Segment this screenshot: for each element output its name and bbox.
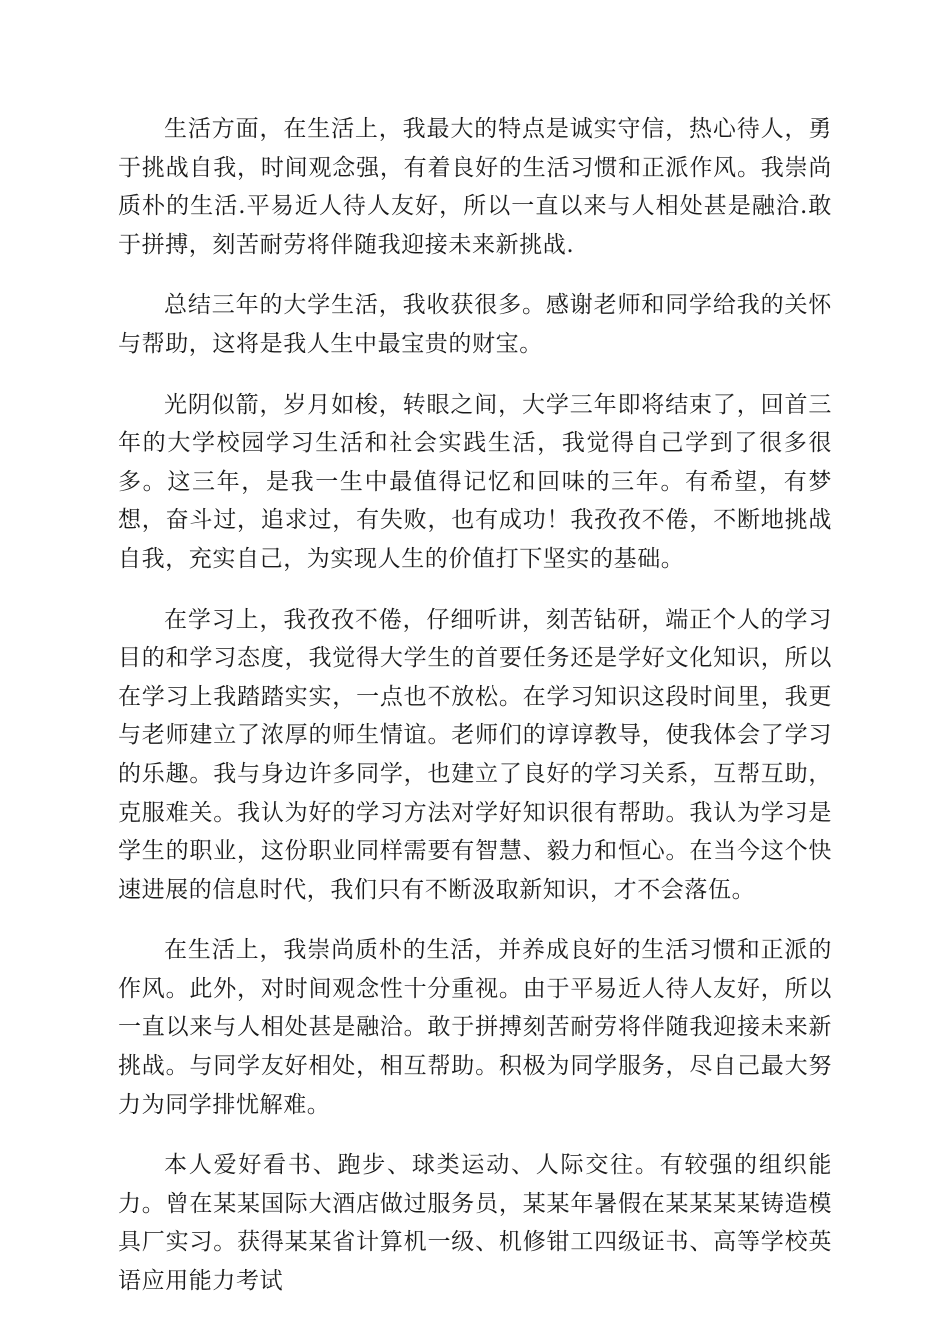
paragraph-life-aspect: 生活方面，在生活上，我最大的特点是诚实守信，热心待人，勇于挑战自我，时间观念强，有着良好的生活习惯和正派作风。我崇尚质朴的生活.平易近人待人友好，所以一直以来与人相处甚是融洽.敢于拼搏，刻苦耐劳将伴随我迎接未来新挑战. bbox=[118, 116, 832, 258]
paragraph-summary: 总结三年的大学生活，我收获很多。感谢老师和同学给我的关怀与帮助，这将是我人生中最宝贵的财宝。 bbox=[118, 292, 832, 357]
document-body bbox=[118, 110, 832, 1323]
paragraph-life: 在生活上，我崇尚质朴的生活，并养成良好的生活习惯和正派的作风。此外，对时间观念性十分重视。由于平易近人待人友好，所以一直以来与人相处甚是融洽。敢于拼搏刻苦耐劳将伴随我迎接未来新挑战。与同学友好相处，相互帮助。积极为同学服务，尽自己最大努力为同学排忧解难。 bbox=[118, 937, 832, 1118]
paragraph-three-years: 光阴似箭，岁月如梭，转眼之间，大学三年即将结束了，回首三年的大学校园学习生活和社会实践生活，我觉得自己学到了很多很多。这三年，是我一生中最值得记忆和回味的三年。有希望，有梦想，奋斗过，追求过，有失败，也有成功！我孜孜不倦，不断地挑战自我，充实自己，为实现人生的价值打下坚实的基础。 bbox=[118, 391, 832, 572]
paragraph-study: 在学习上，我孜孜不倦，仔细听讲，刻苦钻研，端正个人的学习目的和学习态度，我觉得大学生的首要任务还是学好文化知识，所以在学习上我踏踏实实，一点也不放松。在学习知识这段时间里，我更与老师建立了浓厚的师生情谊。老师们的谆谆教导，使我体会了学习的乐趣。我与身边许多同学，也建立了良好的学习关系，互帮互助，克服难关。我认为好的学习方法对学好知识很有帮助。我认为学习是学生的职业，这份职业同样需要有智慧、毅力和恒心。在当今这个快速进展的信息时代，我们只有不断汲取新知识，才不会落伍。 bbox=[118, 606, 832, 903]
paragraph-hobbies: 本人爱好看书、跑步、球类运动、人际交往。有较强的组织能力。曾在某某国际大酒店做过服务员，某某年暑假在某某某某铸造模具厂实习。获得某某省计算机一级、机修钳工四级证书、高等学校英语应用能力考试 bbox=[118, 1152, 832, 1295]
